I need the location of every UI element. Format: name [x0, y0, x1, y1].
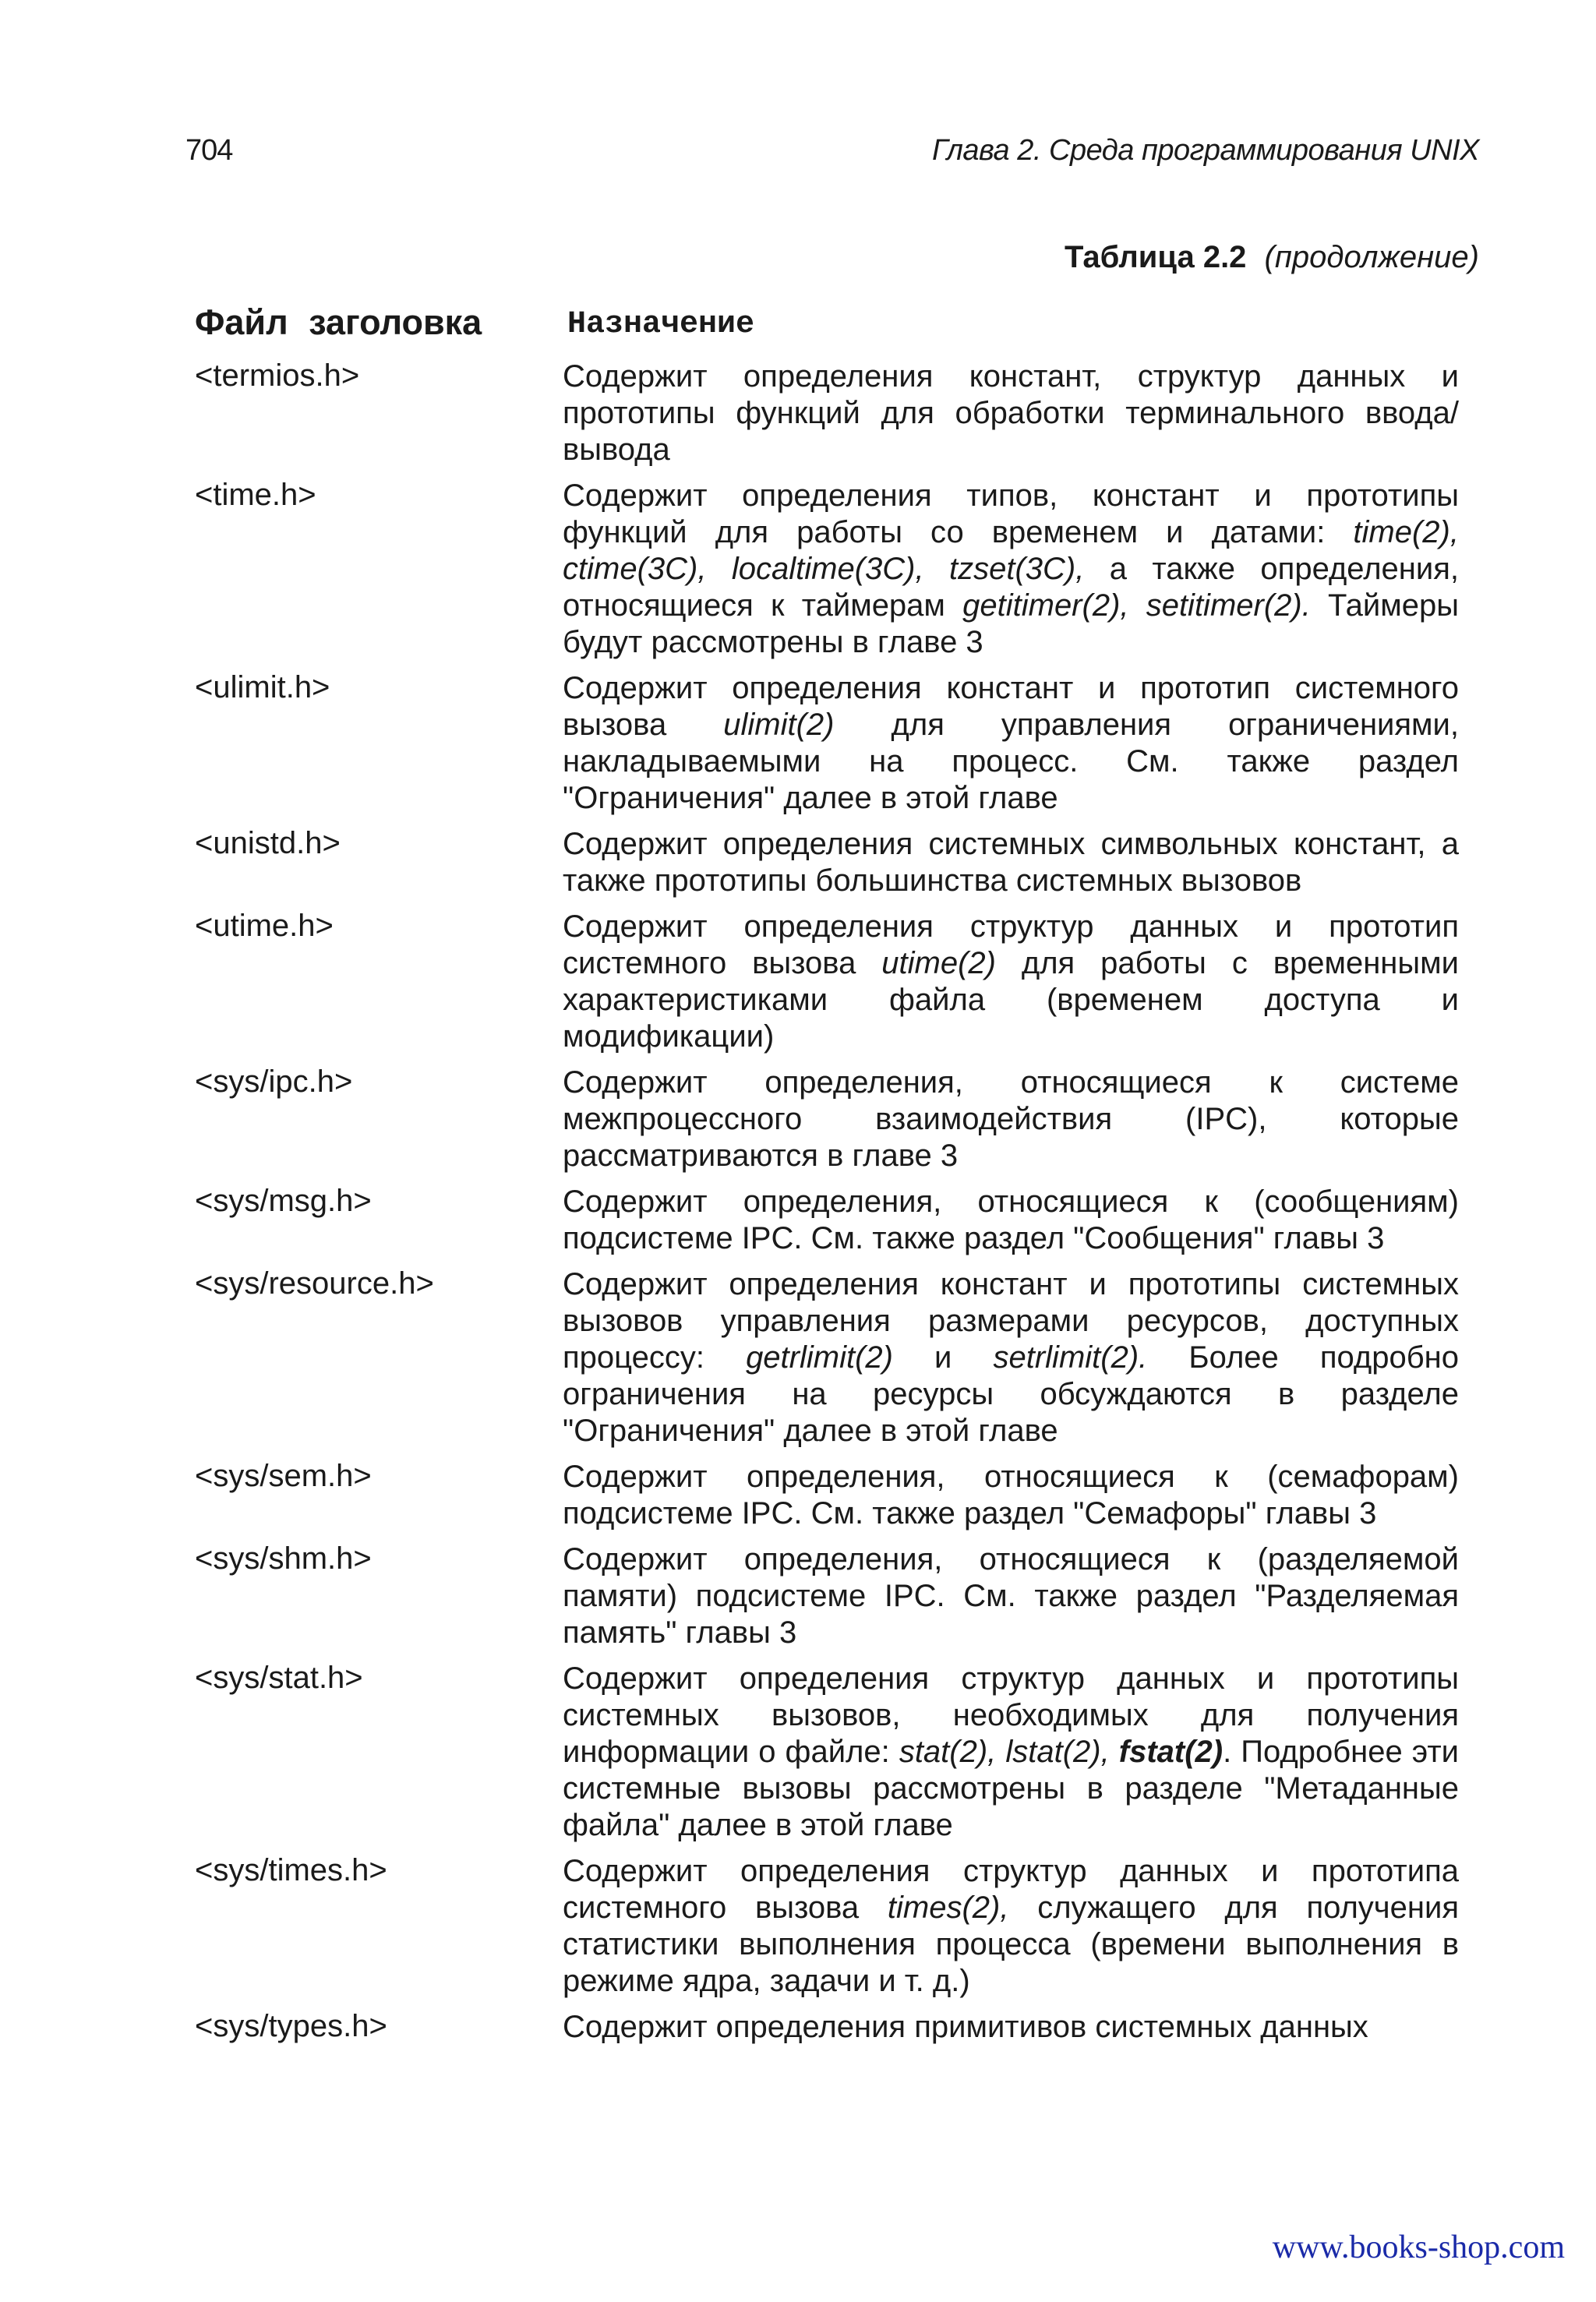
- function-reference: ulimit(2): [723, 708, 835, 742]
- table-row: [195, 909, 1481, 1055]
- header-file-name: <sys/types.h>: [195, 2009, 387, 2043]
- footer-site-link[interactable]: www.books-shop.com: [1272, 2230, 1565, 2265]
- header-file-description: [563, 2009, 1459, 2046]
- table-row: [195, 1459, 1481, 1532]
- header-file-description: [563, 1661, 1459, 1844]
- header-file-name: <time.h>: [195, 478, 316, 512]
- header-file-description: [563, 670, 1459, 817]
- column-header-purpose: Назначение: [567, 307, 755, 342]
- description-text: служащего для получения статистики выполнения процесса (времени выполнения в режиме ядра, задачи и т. д.): [563, 1891, 1459, 1998]
- function-reference: utime(2): [881, 946, 996, 980]
- table-caption-continuation: (продолжение): [1264, 240, 1479, 274]
- header-file-name: <sys/resource.h>: [195, 1266, 434, 1301]
- description-text: . Подробнее эти системные вызовы рассмотрены в разделе "Метаданные файла" далее в этой главе: [563, 1735, 1459, 1842]
- header-file-description: [563, 1266, 1459, 1449]
- running-head: [932, 134, 1479, 168]
- function-reference: times(2),: [887, 1891, 1009, 1925]
- header-file-description: [563, 1064, 1459, 1174]
- header-file-name: <sys/stat.h>: [195, 1661, 363, 1695]
- function-reference: fstat(2): [1118, 1735, 1223, 1769]
- table-row: [195, 478, 1481, 661]
- description-text: Содержит определения констант и прототипы системных вызовов управления размерами ресурсов, доступных процессу:: [563, 1267, 1459, 1375]
- chapter-title: Среда программирования UNIX: [1049, 134, 1479, 167]
- description-text: Содержит определения структур данных и прототип системного вызова: [563, 909, 1459, 980]
- function-reference: stat(2), lstat(2),: [899, 1735, 1110, 1769]
- header-file-name: <sys/times.h>: [195, 1853, 387, 1887]
- description-text: и: [892, 1340, 994, 1375]
- description-text: Содержит определения системных символьных констант, а также прототипы большинства системных вызовов: [563, 827, 1459, 898]
- description-text: для управления ограничениями, накладываемыми на процесс. См. также раздел "Ограничения" далее в этой главе: [563, 708, 1459, 815]
- header-file-name: <ulimit.h>: [195, 670, 330, 704]
- header-file-description: [563, 1541, 1459, 1651]
- description-text: [1110, 1735, 1119, 1769]
- page-number: 704: [185, 134, 233, 167]
- page-header: [185, 134, 1479, 173]
- header-file-description: [563, 909, 1459, 1055]
- table-row: [195, 358, 1481, 468]
- header-file-name: <sys/shm.h>: [195, 1541, 372, 1576]
- header-file-description: [563, 358, 1459, 468]
- header-files-table: [195, 358, 1481, 2055]
- description-text: Содержит определения структур данных и прототипа системного вызова: [563, 1854, 1459, 1925]
- table-row: [195, 826, 1481, 899]
- table-row: [195, 2009, 1481, 2046]
- header-file-name: <sys/sem.h>: [195, 1459, 372, 1493]
- header-file-name: <utime.h>: [195, 909, 334, 943]
- column-header-file: Файл заголовка: [195, 302, 482, 342]
- header-file-description: [563, 478, 1459, 661]
- header-file-description: [563, 1184, 1459, 1257]
- description-text: Содержит определения, относящиеся к системе межпроцессного взаимодействия (IPC), которые рассматриваются в главе 3: [563, 1065, 1459, 1173]
- description-text: Содержит определения констант, структур данных и прототипы функций для обработки терминального ввода/вывода: [563, 359, 1459, 467]
- table-row: [195, 670, 1481, 817]
- header-file-name: <sys/ipc.h>: [195, 1064, 353, 1099]
- header-file-name: <unistd.h>: [195, 826, 341, 860]
- header-file-description: [563, 826, 1459, 899]
- function-reference: time(2), ctime(3C), localtime(3C), tzset(3C),: [563, 515, 1459, 586]
- description-text: Содержит определения, относящиеся к (семафорам) подсистеме IPC. См. также раздел "Семафоры" главы 3: [563, 1460, 1459, 1531]
- table-caption: [1065, 240, 1479, 275]
- description-text: Содержит определения структур данных и прототипы системных вызовов, необходимых для получения информации о файле:: [563, 1661, 1459, 1769]
- table-row: [195, 1853, 1481, 2000]
- function-reference: getrlimit(2): [746, 1340, 893, 1375]
- table-row: [195, 1541, 1481, 1651]
- description-text: Содержит определения, относящиеся к (разделяемой памяти) подсистеме IPC. См. также раздел "Разделяемая память" главы 3: [563, 1542, 1459, 1650]
- description-text: а также определения, относящиеся к таймерам: [563, 552, 1459, 623]
- table-row: [195, 1266, 1481, 1449]
- description-text: Содержит определения типов, констант и прототипы функций для работы со временем и датами:: [563, 478, 1459, 549]
- table-row: [195, 1661, 1481, 1844]
- description-text: для работы с временными характеристиками файла (временем доступа и модификации): [563, 946, 1459, 1054]
- description-text: Содержит определения констант и прототип системного вызова: [563, 671, 1459, 742]
- description-text: Более подробно ограничения на ресурсы обсуждаются в разделе "Ограничения" далее в этой главе: [563, 1340, 1459, 1448]
- function-reference: setrlimit(2).: [993, 1340, 1148, 1375]
- table-caption-label: Таблица 2.2: [1064, 240, 1247, 274]
- header-file-name: <sys/msg.h>: [195, 1184, 372, 1218]
- header-file-name: <termios.h>: [195, 358, 360, 393]
- chapter-label: Глава 2.: [931, 134, 1041, 167]
- table-column-headers: [195, 302, 1481, 349]
- description-text: Содержит определения примитивов системных данных: [563, 2010, 1368, 2044]
- description-text: Содержит определения, относящиеся к (сообщениям) подсистеме IPC. См. также раздел "Сообщения" главы 3: [563, 1185, 1459, 1255]
- table-row: [195, 1184, 1481, 1257]
- table-row: [195, 1064, 1481, 1174]
- header-file-description: [563, 1853, 1459, 2000]
- description-text: Таймеры будут рассмотрены в главе 3: [563, 588, 1459, 659]
- function-reference: getitimer(2), setitimer(2).: [962, 588, 1311, 623]
- header-file-description: [563, 1459, 1459, 1532]
